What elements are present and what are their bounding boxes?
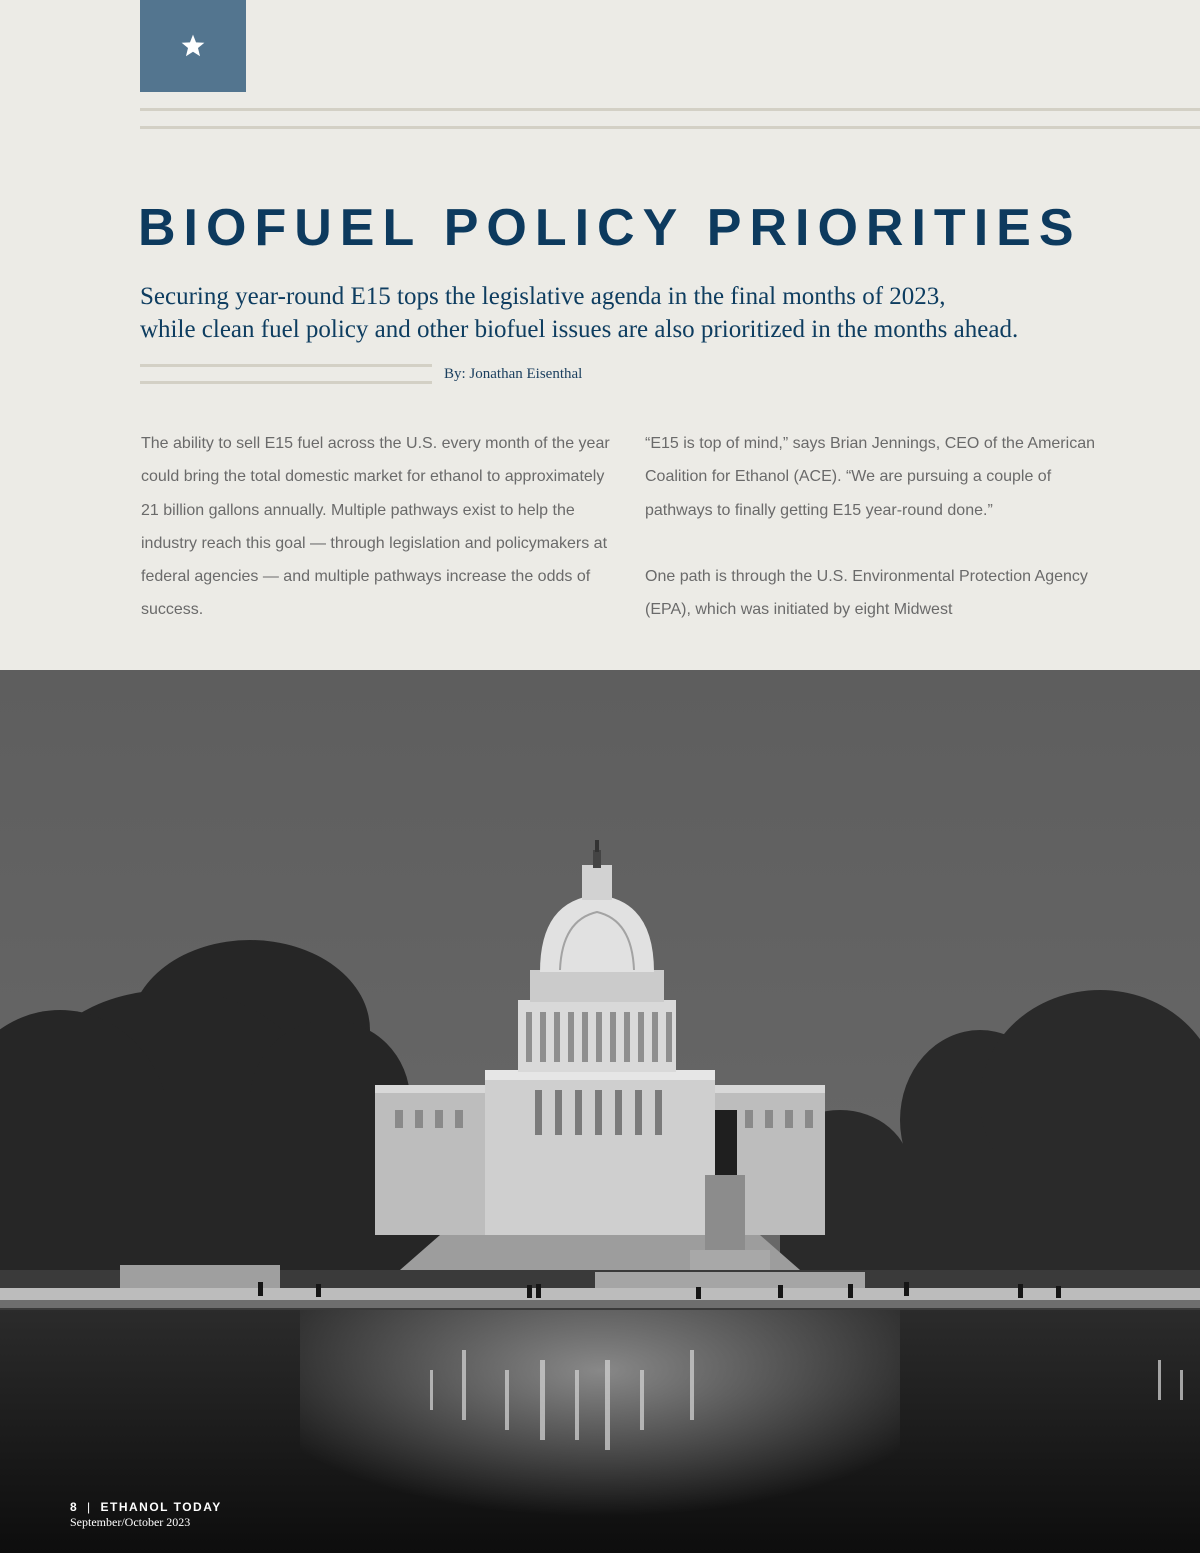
star-icon bbox=[180, 33, 206, 59]
byline-rule-bottom bbox=[140, 381, 432, 384]
subtitle-line-2: while clean fuel policy and other biofuel issues are also prioritized in the months ahead. bbox=[140, 316, 1019, 343]
page-footer bbox=[70, 1500, 222, 1530]
article-subtitle bbox=[140, 280, 1140, 346]
body-column-right bbox=[645, 427, 1105, 627]
body-column-left bbox=[141, 427, 611, 627]
footer-masthead bbox=[70, 1500, 222, 1514]
header-rule-bottom bbox=[140, 126, 1200, 129]
footer-separator: | bbox=[87, 1500, 92, 1514]
subtitle-line-1: Securing year-round E15 tops the legislative agenda in the final months of 2023, bbox=[140, 283, 946, 310]
header-star-tab bbox=[140, 0, 246, 92]
header-rule-top bbox=[140, 108, 1200, 111]
publication-name: ETHANOL TODAY bbox=[100, 1500, 222, 1514]
paragraph: One path is through the U.S. Environmental Protection Agency (EPA), which was initiated by eight Midwest bbox=[645, 568, 1088, 619]
paragraph: The ability to sell E15 fuel across the U.S. every month of the year could bring the total domestic market for ethanol to approximately 21 billion gallons annually. Multiple pathways exist to help the industry reach this goal — through legislation and policymakers at federal agencies — and multiple pathways increase the odds of success. bbox=[141, 435, 610, 619]
paragraph: “E15 is top of mind,” says Brian Jennings, CEO of the American Coalition for Ethanol (ACE). “We are pursuing a couple of pathways to finally getting E15 year-round done.” bbox=[645, 435, 1095, 519]
issue-date: September/October 2023 bbox=[70, 1515, 191, 1529]
article-title: BIOFUEL POLICY PRIORITIES bbox=[138, 199, 1082, 257]
page-number: 8 bbox=[70, 1500, 79, 1514]
capitol-photo bbox=[0, 670, 1200, 1553]
byline-rule-top bbox=[140, 364, 432, 367]
byline: By: Jonathan Eisenthal bbox=[444, 366, 583, 382]
